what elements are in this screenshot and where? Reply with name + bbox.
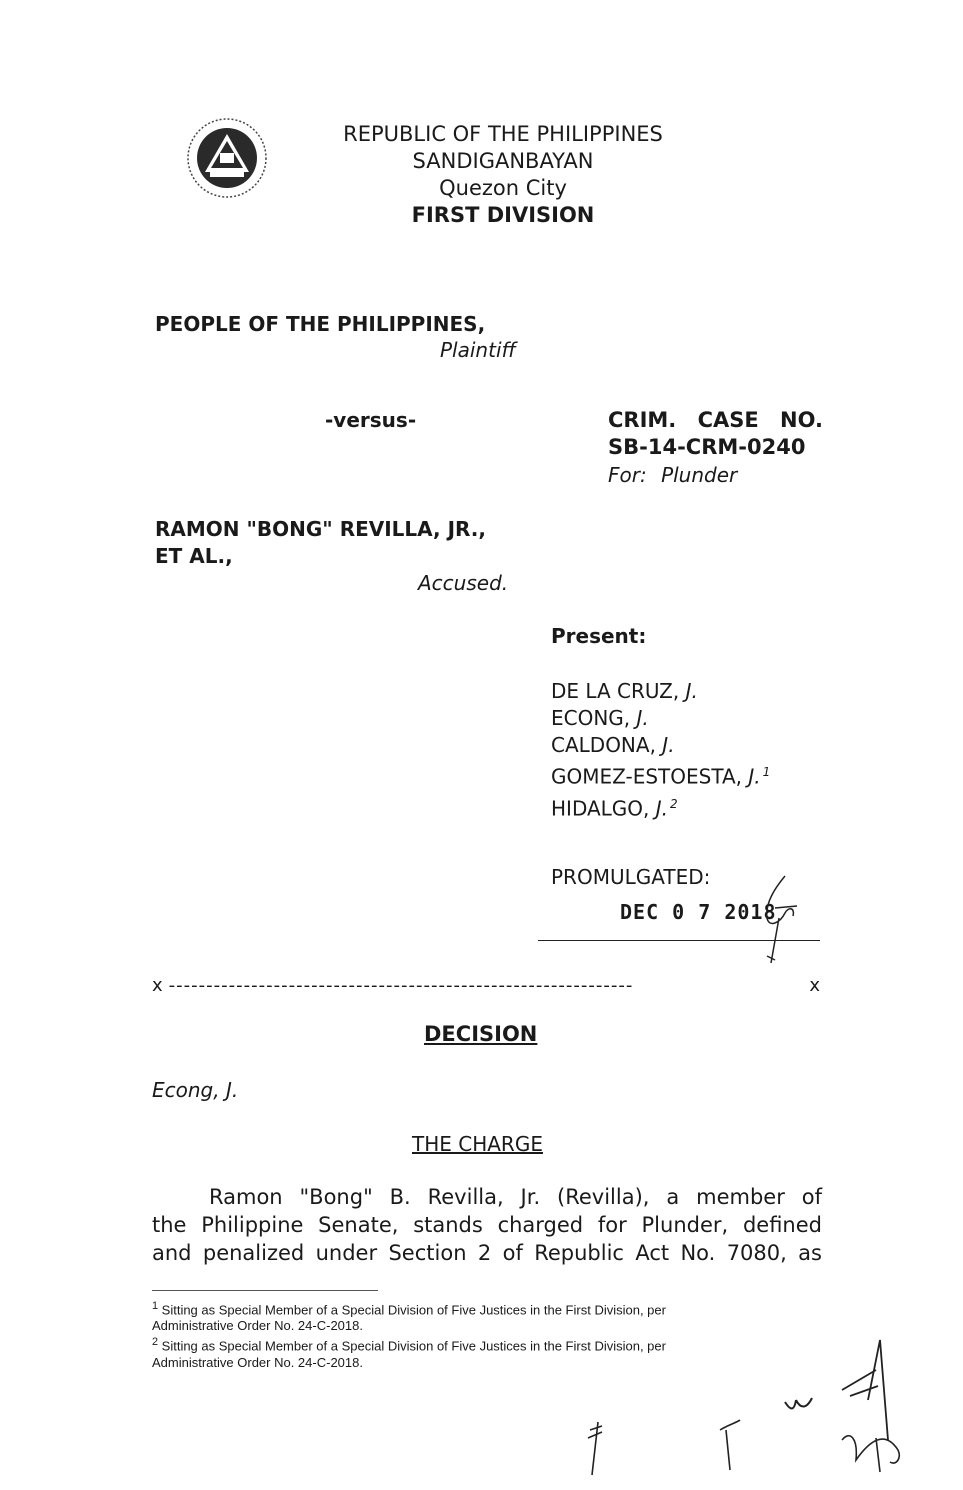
plaintiff-name: PEOPLE OF THE PHILIPPINES, bbox=[155, 312, 486, 336]
case-number-label: CRIM. CASE NO. bbox=[608, 408, 823, 432]
justice-entry: DE LA CRUZ, J. bbox=[551, 679, 698, 703]
header-court: SANDIGANBAYAN bbox=[412, 149, 594, 173]
paragraph-line: the Philippine Senate, stands charged for Plunder, defined bbox=[152, 1213, 822, 1237]
justice-entry: ECONG, J. bbox=[551, 706, 649, 730]
accused-name: RAMON "BONG" REVILLA, JR., bbox=[155, 517, 486, 541]
plaintiff-role: Plaintiff bbox=[440, 338, 516, 362]
header-division: FIRST DIVISION bbox=[411, 203, 595, 227]
header-republic: REPUBLIC OF THE PHILIPPINES bbox=[343, 122, 663, 146]
justice-entry: GOMEZ-ESTOESTA, J. $^1$ bbox=[551, 764, 771, 789]
section-heading: THE CHARGE bbox=[412, 1132, 543, 1156]
footnote-2: $^2$ Sitting as Special Member of a Special Division of Five Justices in the First Division, per bbox=[152, 1336, 666, 1354]
footnote-1: $^1$ Sitting as Special Member of a Special Division of Five Justices in the First Division, per bbox=[152, 1300, 666, 1318]
charge-paragraph bbox=[152, 1183, 822, 1267]
versus-label: -versus- bbox=[325, 408, 417, 432]
case-offense bbox=[608, 463, 737, 487]
paragraph-line: and penalized under Section 2 of Republic Act No. 7080, as bbox=[152, 1241, 822, 1265]
justices-list bbox=[551, 678, 770, 822]
footnote-ref: 1 bbox=[762, 765, 771, 779]
justice-entry: HIDALGO, J. $^2$ bbox=[551, 796, 678, 821]
accused-role: Accused. bbox=[418, 571, 509, 595]
date-stamp: DEC 0 7 2018 bbox=[620, 900, 777, 924]
footnote-rule bbox=[152, 1290, 378, 1291]
marginal-initials-icon bbox=[580, 1330, 920, 1480]
case-for-label: For: bbox=[608, 463, 647, 487]
promulgation-line bbox=[538, 940, 820, 941]
promulgated-label: PROMULGATED: bbox=[551, 865, 711, 889]
justice-entry: CALDONA, J. bbox=[551, 733, 675, 757]
initials-signature-icon bbox=[745, 868, 805, 968]
footnote-1-cont: Administrative Order No. 24-C-2018. bbox=[152, 1318, 363, 1334]
case-number: SB-14-CRM-0240 bbox=[608, 435, 806, 459]
caption-separator: x -------------------------------------------------------------- x bbox=[152, 975, 820, 996]
sandiganbayan-seal-icon bbox=[186, 117, 268, 199]
decision-title: DECISION bbox=[424, 1022, 538, 1046]
case-for-value: Plunder bbox=[661, 463, 738, 487]
ponente: Econg, J. bbox=[152, 1078, 239, 1102]
present-label: Present: bbox=[551, 624, 647, 648]
paragraph-line: Ramon "Bong" B. Revilla, Jr. (Revilla), a member of bbox=[209, 1185, 822, 1209]
footnote-ref: 2 bbox=[670, 796, 678, 811]
accused-et-al: ET AL., bbox=[155, 544, 233, 568]
header-city: Quezon City bbox=[439, 176, 567, 200]
footnote-2-cont: Administrative Order No. 24-C-2018. bbox=[152, 1354, 363, 1370]
